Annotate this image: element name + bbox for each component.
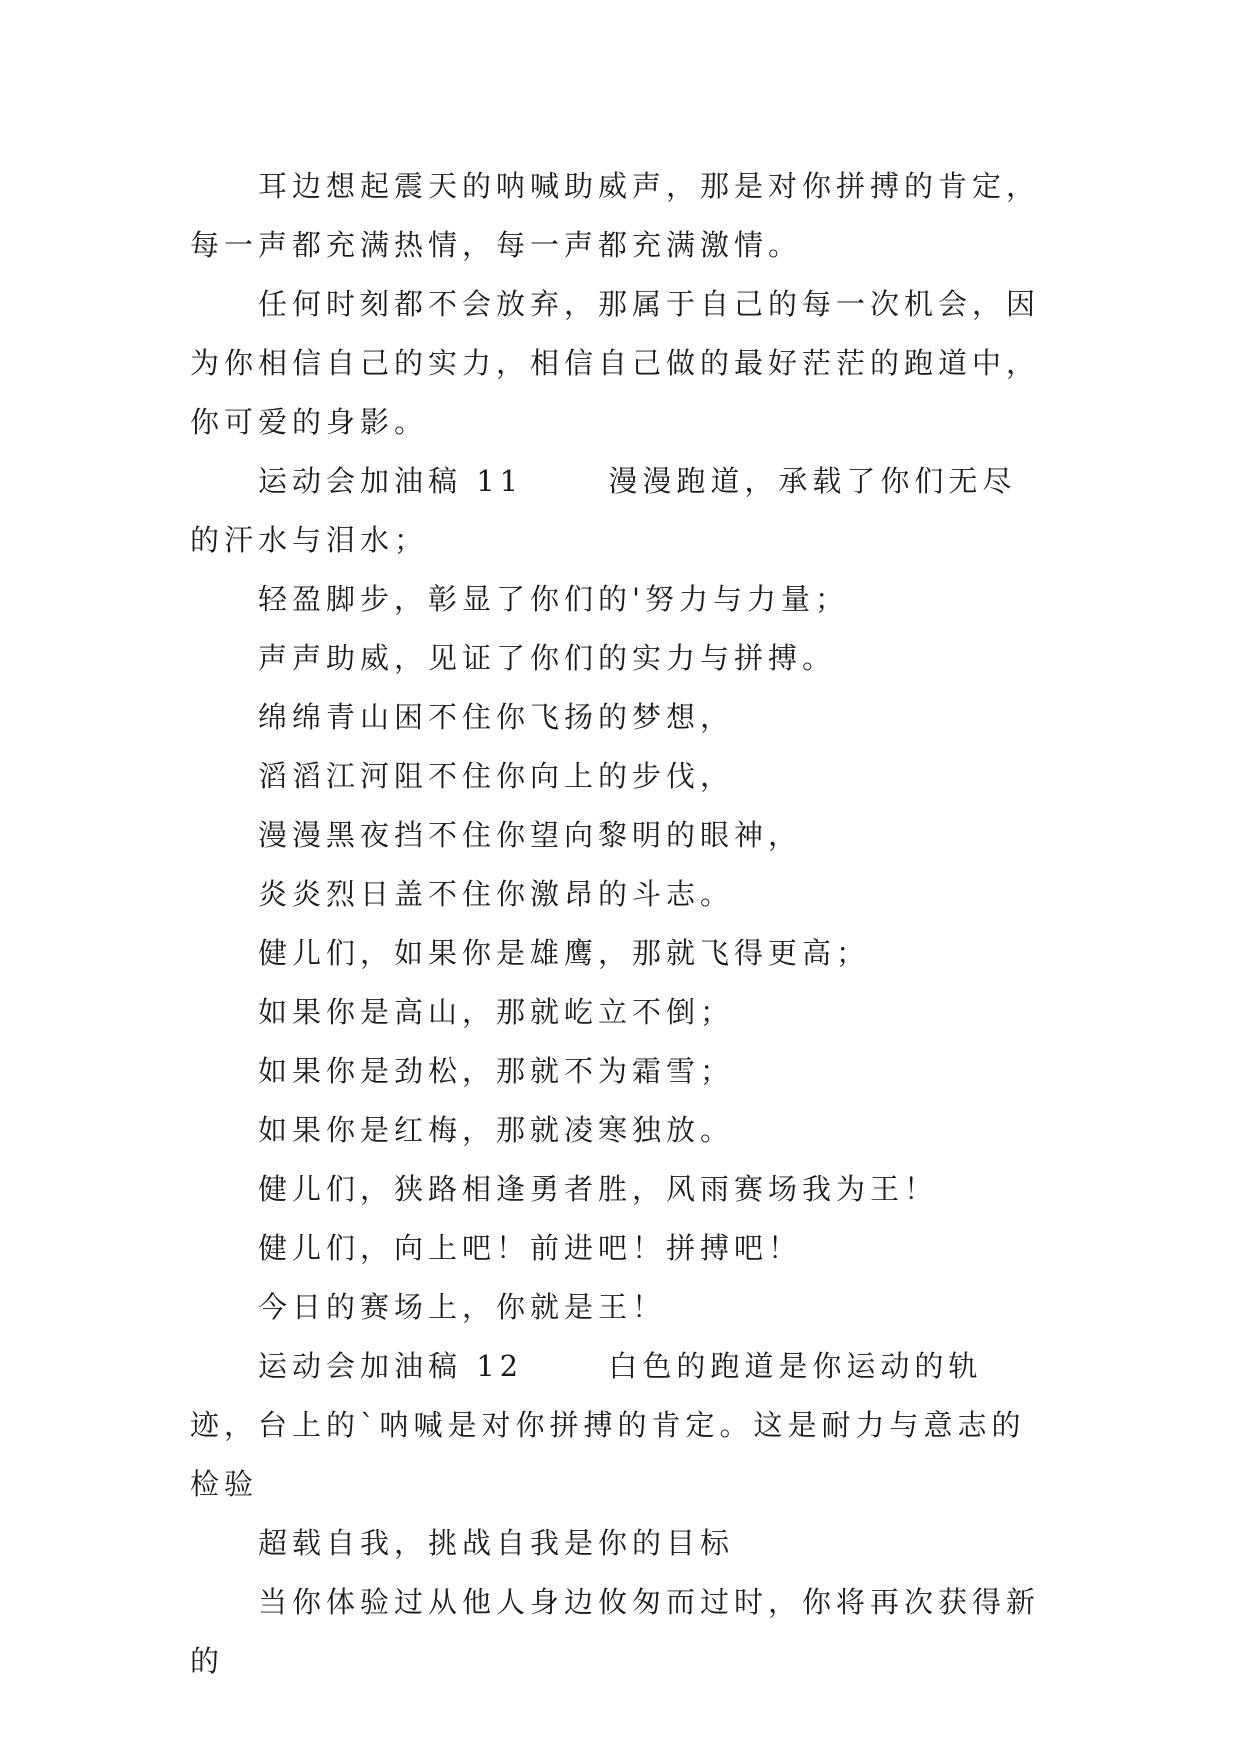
paragraph: 炎炎烈日盖不住你激昂的斗志。 — [258, 877, 735, 911]
paragraph: 滔滔江河阻不住你向上的步伐， — [258, 759, 735, 793]
paragraph: 漫漫黑夜挡不住你望向黎明的眼神， — [258, 818, 803, 852]
paragraph: 健儿们，向上吧！前进吧！拼搏吧！ — [258, 1231, 803, 1265]
paragraph: 运动会加油稿 12 白色的跑道是你运动的轨迹，台上的`呐喊是对你拼搏的肯定。这是耐力与意志的检验 — [190, 1349, 1026, 1501]
paragraph: 耳边想起震天的呐喊助威声，那是对你拼搏的肯定，每一声都充满热情，每一声都充满激情。 — [190, 169, 1041, 262]
paragraph: 如果你是高山，那就屹立不倒； — [258, 995, 735, 1029]
paragraph: 绵绵青山困不住你飞扬的梦想， — [258, 700, 735, 734]
paragraph: 如果你是红梅，那就凌寒独放。 — [258, 1113, 735, 1147]
paragraph: 声声助威，见证了你们的实力与拼搏。 — [258, 641, 837, 675]
paragraph: 超载自我，挑战自我是你的目标 — [258, 1526, 735, 1560]
paragraph: 今日的赛场上，你就是王！ — [258, 1290, 667, 1324]
paragraph: 如果你是劲松，那就不为霜雪； — [258, 1054, 735, 1088]
paragraph: 轻盈脚步，彰显了你们的'努力与力量； — [258, 582, 849, 616]
paragraph: 当你体验过从他人身边攸匆而过时，你将再次获得新的 — [190, 1585, 1041, 1678]
paragraph: 运动会加油稿 11 漫漫跑道，承载了你们无尽的汗水与泪水； — [190, 464, 1017, 557]
paragraph: 健儿们，狭路相逢勇者胜，风雨赛场我为王！ — [258, 1172, 939, 1206]
paragraph: 健儿们，如果你是雄鹰，那就飞得更高； — [258, 936, 871, 970]
paragraph: 任何时刻都不会放弃，那属于自己的每一次机会，因为你相信自己的实力，相信自己做的最好茫茫的跑道中，你可爱的身影。 — [190, 287, 1041, 439]
body-text — [190, 157, 1050, 1691]
